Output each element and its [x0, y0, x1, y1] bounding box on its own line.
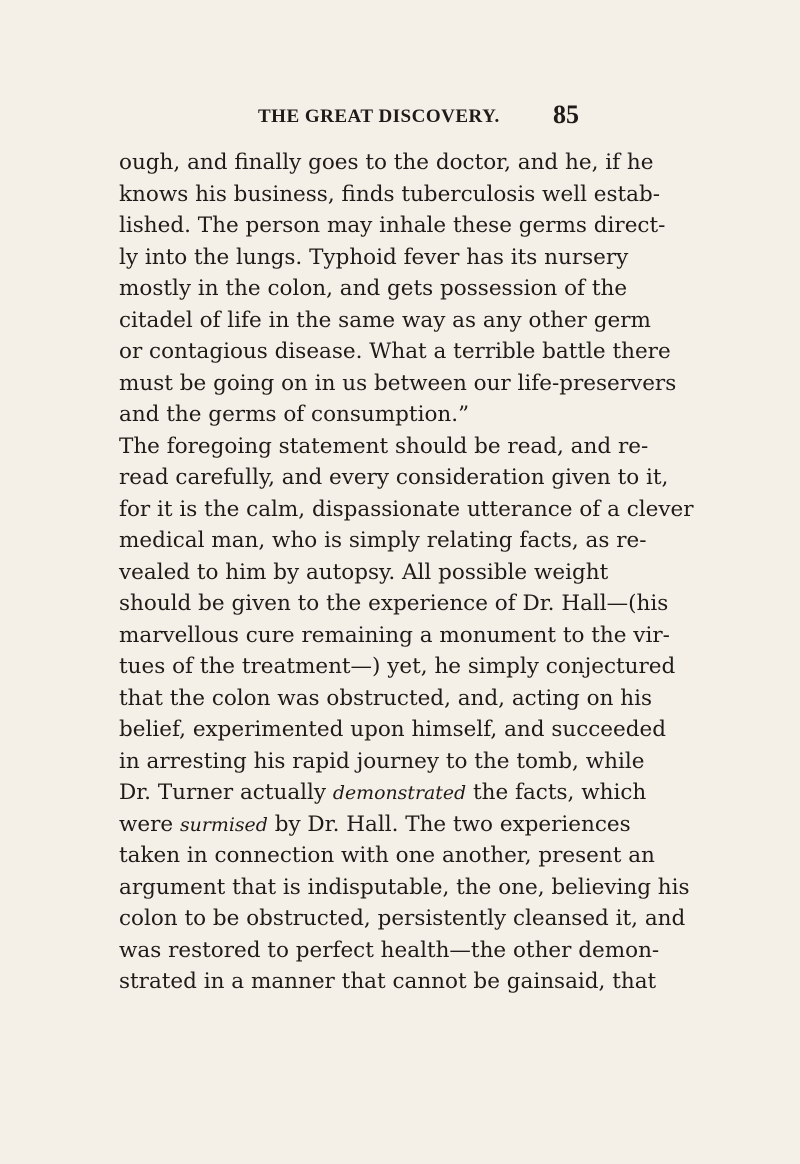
text-line: must be going on in us between our life-preservers [119, 370, 677, 396]
text-line: knows his business, finds tuberculosis well estab- [119, 181, 661, 207]
italic-word: surmised [179, 813, 268, 836]
text-line: was restored to perfect health—the other demon- [119, 937, 660, 963]
text-line: argument that is indisputable, the one, believing his [119, 874, 690, 900]
text-line: vealed to him by autopsy. All possible weight [119, 559, 609, 585]
text-line: Dr. Turner actually demonstrated the facts, which [119, 780, 647, 805]
text-line: that the colon was obstructed, and, acting on his [119, 685, 653, 711]
text-line: belief, experimented upon himself, and succeeded [119, 717, 666, 742]
text-line: ough, and finally goes to the doctor, and he, if he [119, 150, 654, 175]
text-line: ly into the lungs. Typhoid fever has its nursery [119, 244, 629, 270]
page-number: 85 [553, 100, 579, 129]
text-line: for it is the calm, dispassionate utterance of a clever [119, 496, 694, 522]
page-header [0, 100, 800, 140]
text-line: citadel of life in the same way as any other germ [119, 307, 651, 333]
running-head: THE GREAT DISCOVERY. [258, 106, 500, 127]
text-line: were surmised by Dr. Hall. The two experiences [119, 811, 631, 837]
text-line: should be given to the experience of Dr. Hall—(his [119, 591, 669, 616]
text-line: marvellous cure remaining a monument to the vir- [119, 622, 670, 648]
text-line: lished. The person may inhale these germs direct- [119, 213, 666, 238]
text-line: colon to be obstructed, persistently cleansed it, and [119, 906, 686, 931]
text-line: The foregoing statement should be read, and re- [119, 433, 649, 459]
italic-word: demonstrated [332, 782, 467, 804]
text-line: medical man, who is simply relating facts, as re- [119, 528, 647, 553]
text-line: or contagious disease. What a terrible battle there [119, 339, 671, 364]
text-line: and the germs of consumption.” [119, 402, 470, 427]
text-line: in arresting his rapid journey to the tomb, while [119, 748, 645, 774]
text-line: mostly in the colon, and gets possession of the [119, 276, 628, 301]
text-line: tues of the treatment—) yet, he simply conjectured [119, 654, 676, 679]
text-line: strated in a manner that cannot be gainsaid, that [119, 969, 657, 994]
text-line: taken in connection with one another, present an [119, 843, 655, 868]
text-line: read carefully, and every consideration given to it, [119, 465, 669, 490]
